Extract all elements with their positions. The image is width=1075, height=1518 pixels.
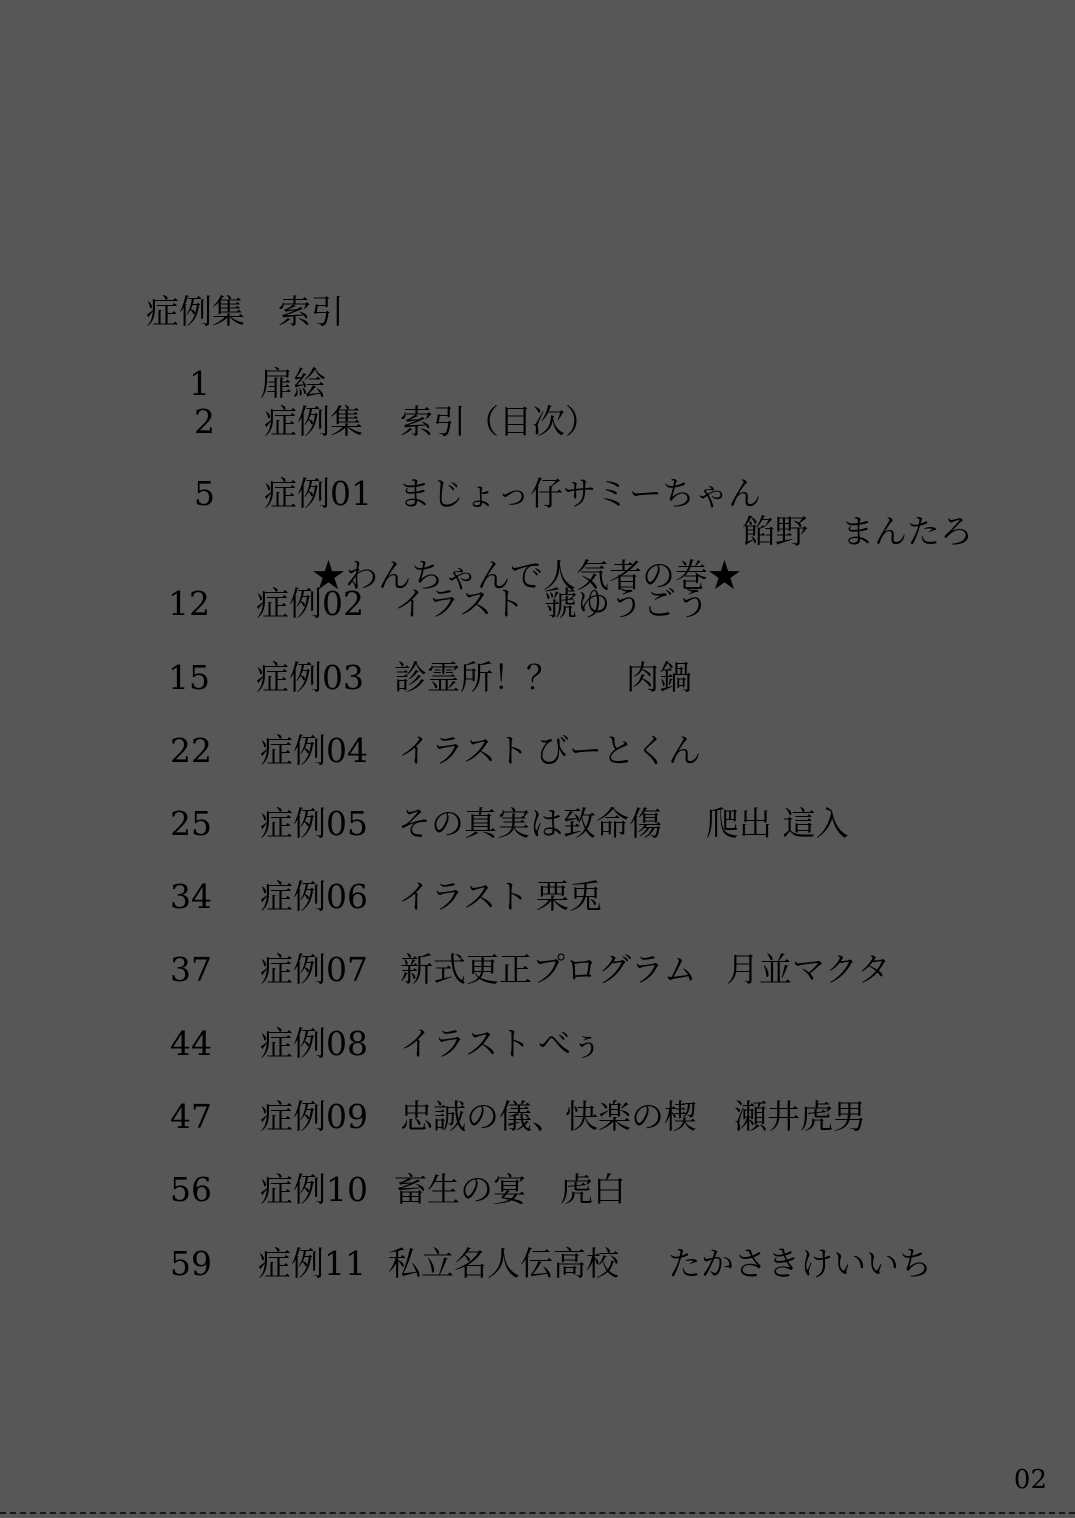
entry-page-number: 1 (189, 364, 210, 403)
entry-case: 症例06 (260, 877, 368, 916)
entry-page-number: 22 (170, 731, 212, 770)
toc-entry (0, 582, 1075, 626)
entry-author: 瀬井虎男 (734, 1097, 866, 1136)
entry-author: 餡野 まんたろ (742, 512, 973, 551)
entry-case: 症例01 (264, 474, 372, 513)
toc-entry (0, 729, 1075, 773)
bottom-dashed-rule (0, 1512, 1075, 1514)
toc-entry (0, 1022, 1075, 1066)
toc-entry (0, 1095, 1075, 1139)
toc-entry (0, 656, 1075, 700)
entry-title: まじょっ仔サミーちゃん (398, 474, 761, 513)
entry-title: イラスト (398, 731, 530, 770)
toc-entry (0, 400, 1075, 444)
entry-page-number: 37 (170, 950, 212, 989)
entry-author: 月並マクタ (726, 950, 891, 989)
entry-title: 忠誠の儀、快楽の楔 (400, 1097, 697, 1136)
entry-case: 症例11 (258, 1244, 366, 1283)
entry-title-line2: ★わんちゃんで人気者の巻★ (311, 556, 741, 595)
entry-title: 索引（目次） (400, 402, 598, 441)
entry-author: 爬出 這入 (706, 804, 849, 843)
entry-title: イラスト (398, 877, 530, 916)
entry-page-number: 34 (170, 877, 212, 916)
entry-author: べぅ (538, 1024, 604, 1063)
entry-title: 私立名人伝高校 (388, 1244, 619, 1283)
entry-page-number: 15 (168, 658, 210, 697)
entry-title: その真実は致命傷 (398, 804, 662, 843)
entry-case: 症例02 (256, 584, 364, 623)
entry-page-number: 59 (170, 1244, 212, 1283)
entry-page-number: 2 (194, 402, 215, 441)
entry-author: 肉鍋 (626, 658, 692, 697)
toc-heading: 症例集 索引 (146, 292, 344, 331)
entry-case: 症例07 (260, 950, 368, 989)
entry-case: 症例09 (260, 1097, 368, 1136)
entry-case: 症例05 (260, 804, 368, 843)
entry-author: 虎白 (560, 1170, 626, 1209)
entry-page-number: 47 (170, 1097, 212, 1136)
page-number: 02 (1013, 1465, 1047, 1495)
entry-author: たかさきけいいち (668, 1244, 932, 1283)
entry-page-number: 12 (168, 584, 210, 623)
entry-title: イラスト (394, 584, 526, 623)
entry-title: 畜生の宴 (394, 1170, 526, 1209)
entry-title: イラスト (400, 1024, 532, 1063)
entry-title: 新式更正プログラム (400, 950, 697, 989)
toc-entry (0, 802, 1075, 846)
entry-page-number: 5 (194, 474, 215, 513)
entry-author: 栗兎 (536, 877, 602, 916)
entry-page-number: 25 (170, 804, 212, 843)
entry-case: 症例03 (256, 658, 364, 697)
entry-case: 症例集 (264, 402, 363, 441)
entry-case: 症例10 (260, 1170, 368, 1209)
toc-entry (0, 948, 1075, 992)
entry-author: びーとくん (536, 731, 701, 770)
entry-author: 虢ゆうごう (544, 584, 709, 623)
toc-entry (0, 1168, 1075, 1212)
entry-case: 扉絵 (260, 364, 326, 403)
entry-case: 症例08 (260, 1024, 368, 1063)
entry-page-number: 56 (170, 1170, 212, 1209)
toc-entry (0, 1242, 1075, 1286)
entry-title: 診霊所！？ (394, 658, 559, 697)
entry-page-number: 44 (170, 1024, 212, 1063)
entry-case: 症例04 (260, 731, 368, 770)
toc-entry (0, 875, 1075, 919)
